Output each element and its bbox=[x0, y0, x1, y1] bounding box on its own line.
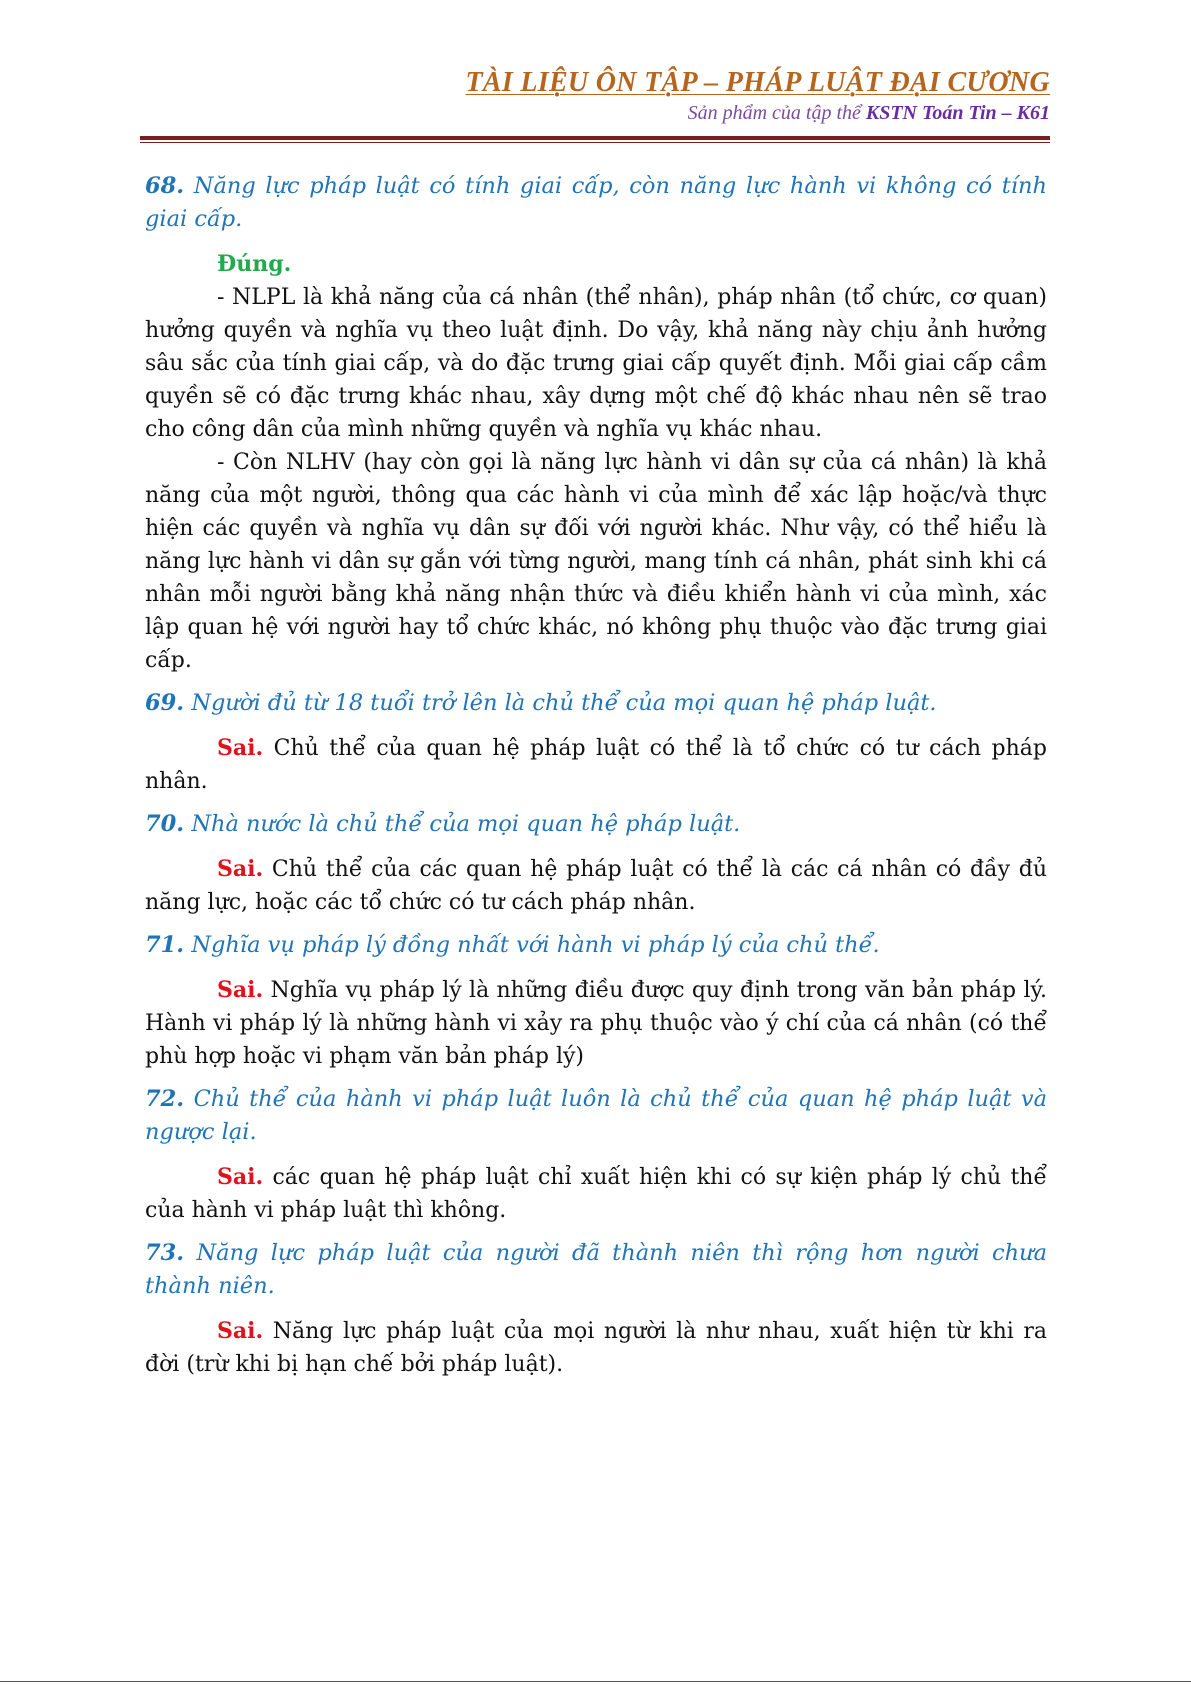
question-number: 71. bbox=[145, 932, 185, 958]
header-subtitle bbox=[140, 100, 1050, 126]
question-number: 72. bbox=[145, 1086, 185, 1112]
page-header bbox=[140, 66, 1050, 126]
answer-paragraph: - Còn NLHV (hay còn gọi là năng lực hành vi dân sự của cá nhân) là khả năng của một người, thông qua các hành vi của mình để xác lập hoặc/và thực hiện các quyền và nghĩa vụ dân sự đối với người khác. Như vậy, có thể hiểu là năng lực hành vi dân sự gắn với từng người, mang tính cá nhân, phát sinh khi cá nhân mỗi người bằng khả năng nhận thức và điều khiển hành vi của mình, xác lập quan hệ với người hay tổ chức khác, nó không phụ thuộc vào đặc trưng giai cấp. bbox=[145, 450, 1047, 673]
header-subtitle-team: KSTN Toán Tin – K61 bbox=[865, 102, 1050, 124]
header-title: TÀI LIỆU ÔN TẬP – PHÁP LUẬT ĐẠI CƯƠNG bbox=[465, 67, 1050, 98]
question-68 bbox=[145, 170, 1047, 236]
page-bottom-edge bbox=[0, 1681, 1191, 1682]
verdict-false: Sai. bbox=[217, 977, 264, 1003]
question-72 bbox=[145, 1083, 1047, 1149]
question-text: Năng lực pháp luật có tính giai cấp, còn năng lực hành vi không có tính giai cấp. bbox=[145, 173, 1047, 232]
question-69 bbox=[145, 687, 1047, 720]
question-text: Nghĩa vụ pháp lý đồng nhất với hành vi pháp lý của chủ thể. bbox=[191, 932, 880, 958]
answer-text: các quan hệ pháp luật chỉ xuất hiện khi có sự kiện pháp lý chủ thể của hành vi pháp luật thì không. bbox=[145, 1165, 1047, 1223]
header-subtitle-prefix: Sản phẩm của tập thể bbox=[687, 102, 861, 124]
answer-68 bbox=[145, 248, 1047, 677]
header-rule-thick bbox=[140, 136, 1050, 140]
question-73 bbox=[145, 1237, 1047, 1303]
verdict-false: Sai. bbox=[217, 735, 264, 761]
header-rule-thin bbox=[140, 142, 1050, 143]
question-number: 69. bbox=[145, 690, 185, 716]
question-number: 73. bbox=[145, 1240, 185, 1266]
verdict-false: Sai. bbox=[217, 1164, 264, 1190]
verdict-false: Sai. bbox=[217, 1318, 264, 1344]
verdict-true: Đúng. bbox=[217, 251, 292, 277]
answer-text: Chủ thể của các quan hệ pháp luật có thể là các cá nhân có đầy đủ năng lực, hoặc các tổ chức có tư cách pháp nhân. bbox=[145, 857, 1047, 915]
answer-text: Chủ thể của quan hệ pháp luật có thể là tổ chức có tư cách pháp nhân. bbox=[145, 736, 1047, 794]
qa-content bbox=[145, 170, 1047, 1391]
answer-70 bbox=[145, 853, 1047, 919]
question-number: 68. bbox=[145, 173, 185, 199]
answer-text: Nghĩa vụ pháp lý là những điều được quy định trong văn bản pháp lý. Hành vi pháp lý là những hành vi xảy ra phụ thuộc vào ý chí của cá nhân (có thể phù hợp hoặc vi phạm văn bản pháp lý) bbox=[145, 978, 1048, 1069]
question-text: Năng lực pháp luật của người đã thành niên thì rộng hơn người chưa thành niên. bbox=[145, 1240, 1047, 1299]
question-number: 70. bbox=[145, 811, 185, 837]
verdict-false: Sai. bbox=[217, 856, 264, 882]
question-71 bbox=[145, 929, 1047, 962]
answer-paragraph: - NLPL là khả năng của cá nhân (thể nhân), pháp nhân (tổ chức, cơ quan) hưởng quyền và nghĩa vụ theo luật định. Do vậy, khả năng này chịu ảnh hưởng sâu sắc của tính giai cấp, và do đặc trưng giai cấp quyết định. Mỗi giai cấp cầm quyền sẽ có đặc trưng khác nhau, xây dựng một chế độ khác nhau nên sẽ trao cho công dân của mình những quyền và nghĩa vụ khác nhau. bbox=[145, 285, 1047, 442]
answer-71 bbox=[145, 974, 1047, 1073]
answer-72 bbox=[145, 1161, 1047, 1227]
answer-73 bbox=[145, 1315, 1047, 1381]
answer-text: Năng lực pháp luật của mọi người là như nhau, xuất hiện từ khi ra đời (trừ khi bị hạn chế bởi pháp luật). bbox=[145, 1319, 1047, 1377]
answer-69 bbox=[145, 732, 1047, 798]
question-70 bbox=[145, 808, 1047, 841]
question-text: Chủ thể của hành vi pháp luật luôn là chủ thể của quan hệ pháp luật và ngược lại. bbox=[145, 1086, 1047, 1145]
question-text: Nhà nước là chủ thể của mọi quan hệ pháp luật. bbox=[191, 811, 741, 837]
question-text: Người đủ từ 18 tuổi trở lên là chủ thể của mọi quan hệ pháp luật. bbox=[191, 690, 937, 716]
